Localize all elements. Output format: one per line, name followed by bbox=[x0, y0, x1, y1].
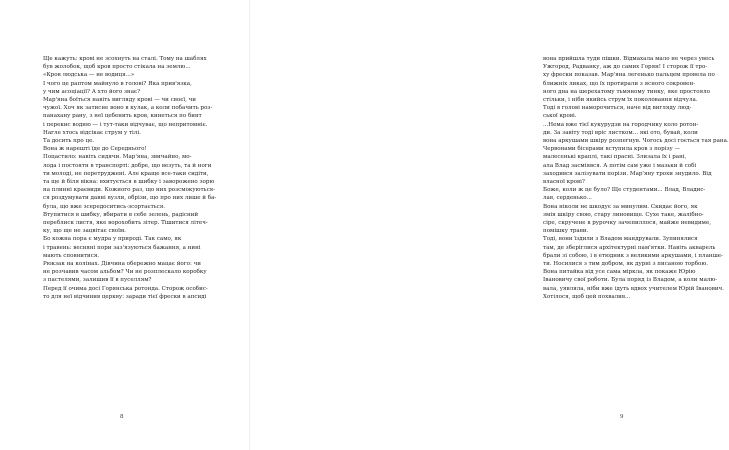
text-line: заходився залізувати порізи. Мар'яну трохи знудило. Від bbox=[543, 170, 712, 177]
right-page bbox=[250, 0, 729, 450]
text-line: Тоді, вони їздили з Владом мандрували. Зупинялися bbox=[543, 236, 698, 243]
text-line: стільки, і ніби якийсь струм їх поколовання відчула. bbox=[543, 97, 698, 104]
text-line: ...Нема вже тієї кукурудзи на городчику коло ротон- bbox=[543, 121, 699, 128]
text-line: Рюкзак на колінах. Дівчина обережно мацає його: чи bbox=[43, 261, 201, 268]
text-line: вона прийшла туди пішки. Відмахала мало не через увесь bbox=[543, 56, 715, 62]
text-line: ала Влад засміявся. А потім сам уже і мазьки й собі bbox=[543, 162, 697, 169]
text-line: то для неї відчинив церкву: заради тієї фрески в апсиді bbox=[43, 293, 207, 300]
text-line: Нагле хтось відсікає струм у тілі. bbox=[43, 129, 141, 136]
text-line: ху фрески показав. Мар'яна легенько пальцем провела по bbox=[543, 72, 715, 79]
text-line: Боже, коли ж це було? Ще студентами... Влад, Владис- bbox=[543, 187, 706, 194]
text-line: ближніх ликах, що їх протирали з ясного сокровен- bbox=[543, 80, 696, 87]
text-line: Та досить про це. bbox=[43, 138, 95, 145]
left-page bbox=[0, 0, 250, 450]
left-page-number: 8 bbox=[120, 414, 124, 420]
text-line: сіре, скручене в рурочку зачепиллося, майже невидиме, bbox=[543, 220, 712, 227]
text-line: ди. За завіту тоді вріс листком... які ото, бувай, коли bbox=[543, 129, 698, 136]
text-line: брали зі собою, і в етюдник з великими аркушами, і планше- bbox=[543, 252, 723, 259]
text-line: Втупитися в шибку, вбирати в себе зелень, радісний bbox=[43, 211, 199, 218]
text-line: ного дна на шерехатому тьмяному тинку, яке простояло bbox=[543, 88, 710, 95]
text-line: панахану рану, з неї цебенить кров, кинеться по бинт bbox=[43, 113, 202, 120]
text-line: у чим асоціації? А хто його знає? bbox=[43, 88, 141, 95]
text-line: Бо кожна пора є мудра у природі. Так само, як bbox=[43, 236, 182, 243]
text-line: був жолобок, щоб кров просто стікала на землю... bbox=[43, 64, 191, 71]
text-line: вала, уявляла, ніби вже ідуть вдвох учителем Юрій Іванович. bbox=[543, 285, 724, 292]
text-line: ся роздумувати давні вузли, обрізи, що про них лише й ба- bbox=[43, 195, 217, 202]
text-line: Мар'яна боїться навіть вигляду крові — чи своєї, чи bbox=[43, 97, 196, 104]
text-line: власної крові? bbox=[543, 179, 585, 186]
text-line: і перекис водню — і тут-таки відчуває, що непритомніє. bbox=[43, 121, 208, 128]
right-page-number: 9 bbox=[620, 414, 624, 420]
text-line: не розчавив часом альбом? Чи не розплескало коробку bbox=[43, 269, 207, 276]
text-line: лав, серденько... bbox=[543, 195, 592, 202]
text-line: Перед її очима досі Горянська ротонда. Сторож особис- bbox=[43, 285, 208, 292]
text-line: Вона питайка від усе сама міркла, як покаже Юрію bbox=[543, 269, 696, 276]
text-line: «Кров людська — не водиця...» bbox=[43, 72, 135, 79]
text-line: та ще й біля вікна: вхитується в шибку і заворожено зорю bbox=[43, 179, 215, 186]
left-page-text bbox=[33, 55, 216, 301]
text-line: ку, що ще не зацвітає своїм. bbox=[43, 228, 126, 235]
text-line: Хотілося, щоб цей похвалив... bbox=[543, 293, 631, 300]
text-line: ти молоді, не перетруджені. Але краще все-таки сидіти, bbox=[43, 170, 209, 177]
text-line: ської крові. bbox=[543, 113, 577, 120]
text-line: помішку трави. bbox=[543, 228, 589, 235]
text-line: лода і постоятн в транспорті: добре, що везуть, та й ноги bbox=[43, 162, 212, 169]
text-line: Ще кажуть: крові не зсохнуть на сталі. Тому на шаблях bbox=[43, 56, 207, 62]
text-line: Вона ніколи не шкодує за минулим. Скидає його, як bbox=[543, 203, 698, 210]
text-line: мають сповнитися. bbox=[43, 252, 100, 259]
text-line: Тоді в голові наморочиться, наче від вигляду люд- bbox=[543, 105, 692, 112]
text-line: І чого це раптом майнуло в голові? Яка прив'язка, bbox=[43, 80, 192, 87]
text-line: на плинні краєвиди. Кожного раз, що них розсмокуються- bbox=[43, 187, 216, 194]
text-line: там, де зберіглися архітектурні пам'ятки. Навіть акварель bbox=[543, 244, 716, 251]
text-line: переблиск листя, яке ворохобить зітер. Тішитися літеч- bbox=[43, 220, 208, 227]
text-line: Івановичу свої роботи. Була поряд із Владом, а коли малю- bbox=[543, 277, 718, 284]
text-line: чужої. Хоч як затисне воно в кулак, а коли побачить роз- bbox=[43, 105, 213, 112]
text-line: Червонами бісерами вступила кров з порізу — bbox=[543, 146, 681, 153]
right-page-text bbox=[533, 55, 729, 301]
text-line: Вона ж нарешті їде до Середнього! bbox=[43, 146, 147, 153]
text-line: Поцастило: навіть сидячи. Мар'яна, звичайно, мо- bbox=[43, 154, 192, 161]
text-line: ти. Носилися з тим добром, як дурні з писаною торбою. bbox=[543, 261, 708, 268]
text-line: вона аркушами шкіру розпегнув. Чогось досі гоється тая рана. bbox=[543, 138, 729, 145]
text-line: з пастелями, залишив її в пуселлям? bbox=[43, 277, 152, 284]
text-line: змія шкіру свою, стару линовище. Сухе таке, жалібно- bbox=[543, 211, 704, 218]
text-line: Ужгород, Радванку, аж до самих Горян! І сторож її тро- bbox=[543, 64, 708, 71]
text-line: і травень: весняні пори заз'язуються бажання, а нині bbox=[43, 244, 201, 251]
text-line: була, що вже зсередоситись-зсортається. bbox=[43, 203, 166, 210]
text-line: малесенькі краплі, такі прасні. Злизала їх і рані, bbox=[543, 154, 687, 161]
